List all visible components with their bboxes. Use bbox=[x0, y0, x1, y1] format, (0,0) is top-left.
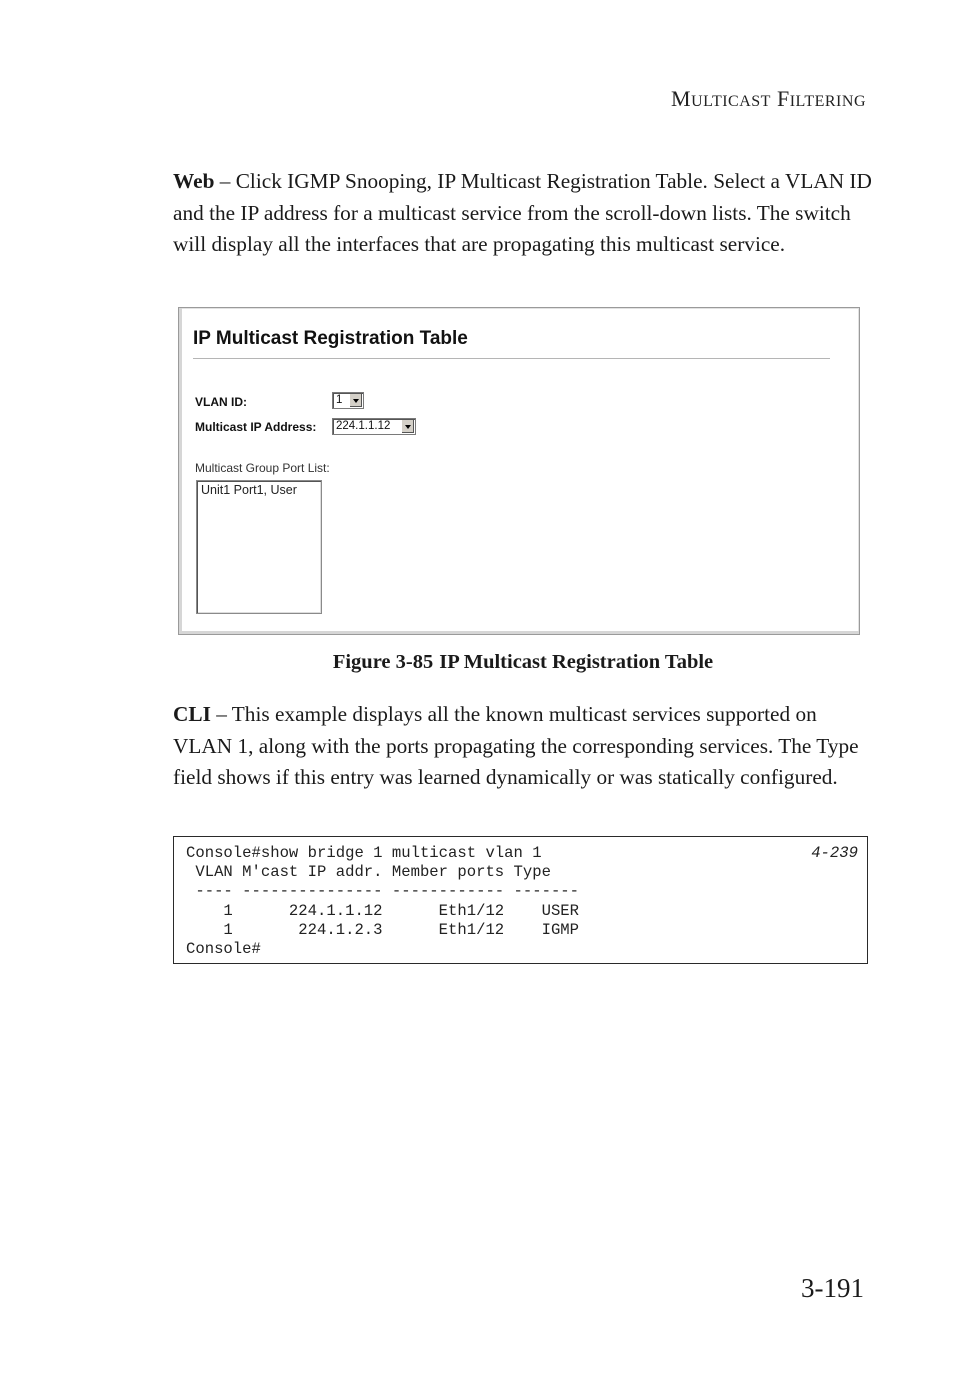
group-port-list-label: Multicast Group Port List: bbox=[195, 461, 330, 475]
cli-lead: CLI bbox=[173, 702, 211, 726]
code-line: VLAN M'cast IP addr. Member ports Type bbox=[186, 863, 551, 882]
running-head-ulticast: ULTICAST bbox=[691, 93, 771, 110]
multicast-ip-value: 224.1.1.12 bbox=[336, 420, 391, 432]
code-block bbox=[186, 844, 579, 959]
code-line: 1 224.1.2.3 Eth1/12 IGMP bbox=[186, 920, 580, 939]
web-paragraph bbox=[173, 166, 873, 261]
cli-paragraph bbox=[173, 699, 873, 794]
code-line: Console# bbox=[186, 940, 261, 959]
code-line: 1 224.1.1.12 Eth1/12 USER bbox=[186, 901, 580, 920]
figure-title: IP Multicast Registration Table bbox=[439, 651, 714, 673]
screenshot-title: IP Multicast Registration Table bbox=[193, 328, 468, 349]
multicast-ip-label: Multicast IP Address: bbox=[195, 420, 317, 434]
frame-bottom-edge bbox=[179, 631, 859, 634]
group-port-listbox[interactable] bbox=[196, 480, 322, 614]
code-box bbox=[173, 836, 868, 964]
vlan-id-value: 1 bbox=[336, 394, 343, 406]
figure-caption bbox=[0, 651, 954, 674]
multicast-ip-select[interactable] bbox=[332, 418, 416, 435]
code-line: Console#show bridge 1 multicast vlan 1 bbox=[186, 844, 542, 862]
command-reference: 4-239 bbox=[811, 844, 858, 862]
vlan-id-label: VLAN ID: bbox=[195, 395, 247, 409]
chevron-down-icon[interactable] bbox=[349, 394, 362, 407]
running-head bbox=[671, 86, 866, 112]
cli-text: – This example displays all the known multicast services supported on VLAN 1, along with the ports propagating the corresponding services. The Type field shows if this entry was learned dynamically or was statically configured. bbox=[173, 702, 859, 789]
figure-number: Figure 3-85 bbox=[332, 651, 434, 673]
page-number: 3-191 bbox=[801, 1273, 864, 1303]
frame-left-edge bbox=[179, 308, 182, 634]
title-divider bbox=[193, 358, 830, 359]
code-line: ---- --------------- ------------ ------- bbox=[186, 882, 580, 901]
web-lead: Web bbox=[173, 169, 215, 193]
running-head-iltering: ILTERING bbox=[789, 93, 866, 110]
chevron-down-icon[interactable] bbox=[401, 420, 414, 433]
web-text: – Click IGMP Snooping, IP Multicast Registration Table. Select a VLAN ID and the IP address for a multicast service from the scroll-down lists. The switch will display all the interfaces that are propagating this multicast service. bbox=[173, 169, 872, 256]
vlan-id-select[interactable] bbox=[332, 392, 364, 409]
list-item[interactable]: Unit1 Port1, User bbox=[201, 483, 297, 497]
running-head-m: M bbox=[671, 86, 692, 111]
screenshot-figure bbox=[178, 307, 860, 635]
running-head-f: F bbox=[776, 86, 790, 111]
